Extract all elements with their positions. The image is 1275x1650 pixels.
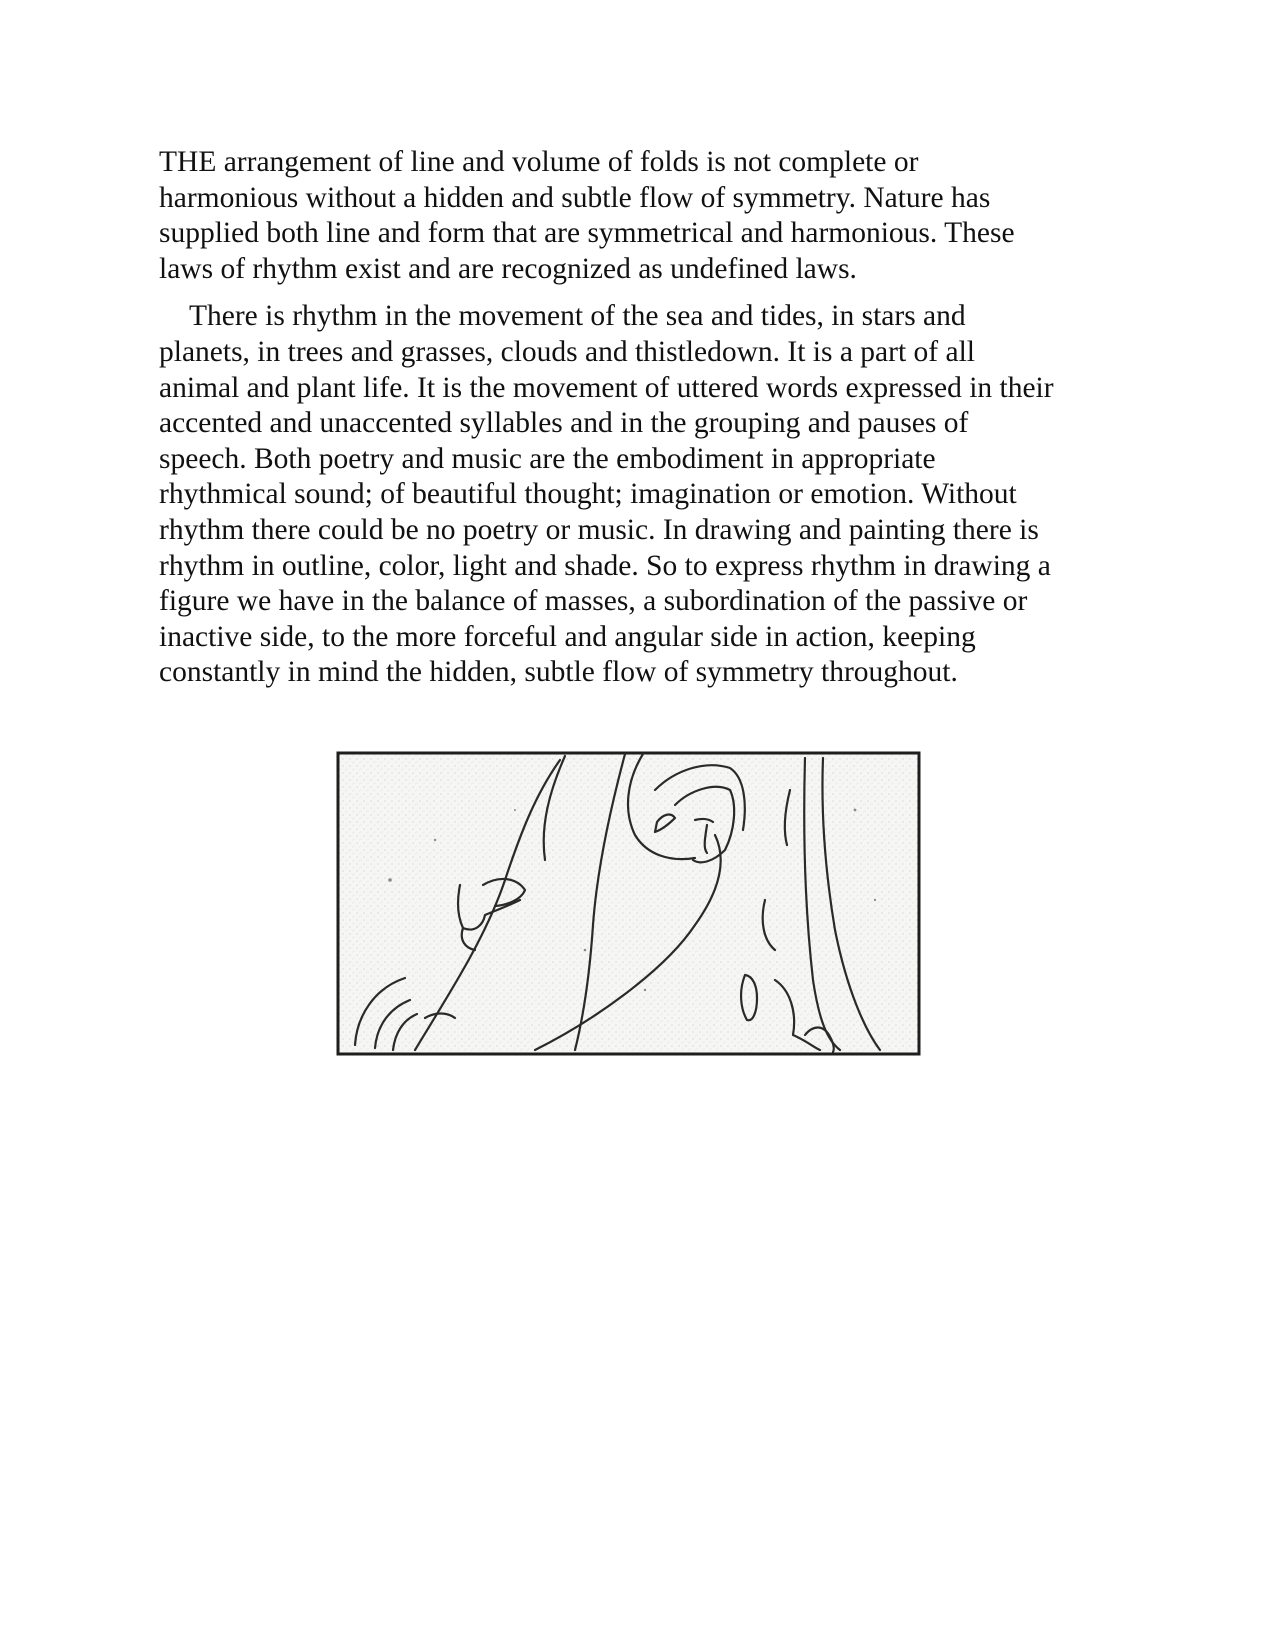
paragraph-1 <box>159 145 1119 287</box>
body-text <box>159 145 1119 691</box>
text-line: THE arrangement of line and volume of folds is not complete or <box>159 146 919 178</box>
text-line: rhythmical sound; of beautiful thought; imagination or emotion. Without <box>159 478 1017 511</box>
text-line: inactive side, to the more forceful and angular side in action, keeping <box>159 620 976 653</box>
text-line: animal and plant life. It is the movement of uttered words expressed in their <box>159 371 1054 404</box>
stipple-dot <box>434 839 436 841</box>
stipple-dot <box>874 899 876 901</box>
stipple-dot <box>388 878 392 882</box>
stipple-dot <box>644 989 646 991</box>
paragraph-2 <box>159 299 1119 691</box>
stipple-dot <box>854 809 857 812</box>
text-line: accented and unaccented syllables and in the grouping and pauses of <box>159 407 969 440</box>
text-line: constantly in mind the hidden, subtle flow of symmetry throughout. <box>159 656 958 689</box>
text-line: supplied both line and form that are symmetrical and harmonious. These <box>159 217 1015 250</box>
text-line: planets, in trees and grasses, clouds and thistledown. It is a part of all <box>159 335 975 368</box>
stipple-dot <box>584 949 587 952</box>
text-line: harmonious without a hidden and subtle flow of symmetry. Nature has <box>159 181 991 214</box>
sketch-figure <box>335 750 922 1057</box>
text-line: speech. Both poetry and music are the embodiment in appropriate <box>159 442 936 475</box>
text-line: laws of rhythm exist and are recognized as undefined laws. <box>159 252 857 285</box>
text-line: figure we have in the balance of masses, a subordination of the passive or <box>159 585 1028 618</box>
text-line: rhythm in outline, color, light and shade. So to express rhythm in drawing a <box>159 549 1051 582</box>
stipple-dot <box>514 809 516 811</box>
text-line: There is rhythm in the movement of the sea and tides, in stars and <box>189 300 966 333</box>
text-line: rhythm there could be no poetry or music. In drawing and painting there is <box>159 513 1039 546</box>
sketch-illustration <box>335 750 922 1057</box>
